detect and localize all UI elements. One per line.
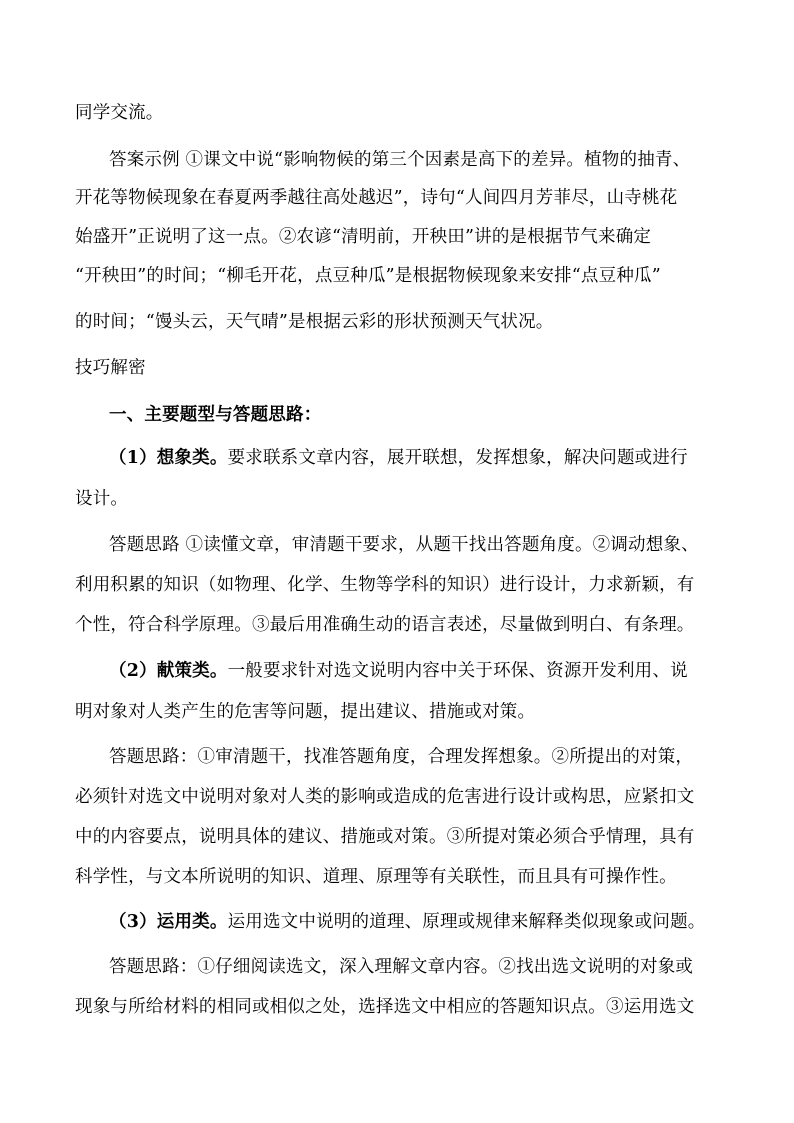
text-line-19: 科学性，与文本所说明的知识、道理、原理等有关联性，而且具有可操作性。 bbox=[75, 867, 677, 887]
text-line-21: 答题思路：①仔细阅读选文，深入理解文章内容。②找出选文说明的对象或 bbox=[109, 957, 694, 977]
text-line-12: 利用积累的知识（如物理、化学、生物等学科的知识）进行设计，力求新颖，有 bbox=[75, 575, 695, 595]
text-line-10: 设计。 bbox=[75, 489, 129, 509]
text-line-3: 开花等物候现象在春夏两季越往高处越迟”，诗句“人间四月芳菲尽，山寺桃花 bbox=[75, 188, 678, 208]
text-line-5: “开秧田”的时间；“柳毛开花，点豆种瓜”是根据物候现象来安排“点豆种瓜” bbox=[75, 266, 661, 286]
section-heading: 技巧解密 bbox=[75, 358, 146, 378]
text-line-20 bbox=[0, 910, 794, 934]
text-line-14 bbox=[0, 659, 794, 683]
text-line-6: 的时间；“馒头云，天气晴”是根据云彩的形状预测天气状况。 bbox=[75, 312, 554, 332]
category-application-text: 运用选文中说明的道理、原理或规律来解释类似现象或问题。 bbox=[227, 912, 706, 932]
category-application-label: （3）运用类。 bbox=[109, 912, 228, 932]
text-line-22: 现象与所给材料的相同或相似之处，选择选文中相应的答题知识点。③运用选文 bbox=[75, 997, 695, 1017]
text-line-4: 始盛开”正说明了这一点。②农谚“清明前，开秧田”讲的是根据节气来确定 bbox=[75, 227, 652, 247]
text-line-9 bbox=[0, 446, 794, 470]
text-line-13: 个性，符合科学原理。③最后用准确生动的语言表述，尽量做到明白、有条理。 bbox=[75, 615, 695, 635]
category-imagination-label: （1）想象类。 bbox=[109, 448, 228, 468]
category-imagination-text: 要求联系文章内容，展开联想，发挥想象，解决问题或进行 bbox=[227, 448, 688, 468]
text-line-18: 中的内容要点，说明具体的建议、措施或对策。③所提对策必须合乎情理，具有 bbox=[75, 827, 695, 847]
subsection-heading: 一、主要题型与答题思路： bbox=[109, 405, 322, 425]
text-line-16: 答题思路：①审清题干，找准答题角度，合理发挥想象。②所提出的对策， bbox=[109, 747, 694, 767]
text-line-17: 必须针对选文中说明对象对人类的影响或造成的危害进行设计或构思，应紧扣文 bbox=[75, 787, 695, 807]
text-line-1: 同学交流。 bbox=[75, 103, 164, 123]
text-line-15: 明对象对人类产生的危害等问题，提出建议、措施或对策。 bbox=[75, 702, 536, 722]
category-suggestion-label: （2）献策类。 bbox=[109, 661, 228, 681]
text-line-11: 答题思路 ①读懂文章，审清题干要求，从题干找出答题角度。②调动想象、 bbox=[109, 535, 699, 555]
text-line-2: 答案示例 ①课文中说“影响物候的第三个因素是高下的差异。植物的抽青、 bbox=[109, 150, 691, 170]
category-suggestion-text: 一般要求针对选文说明内容中关于环保、资源开发利用、说 bbox=[227, 661, 688, 681]
